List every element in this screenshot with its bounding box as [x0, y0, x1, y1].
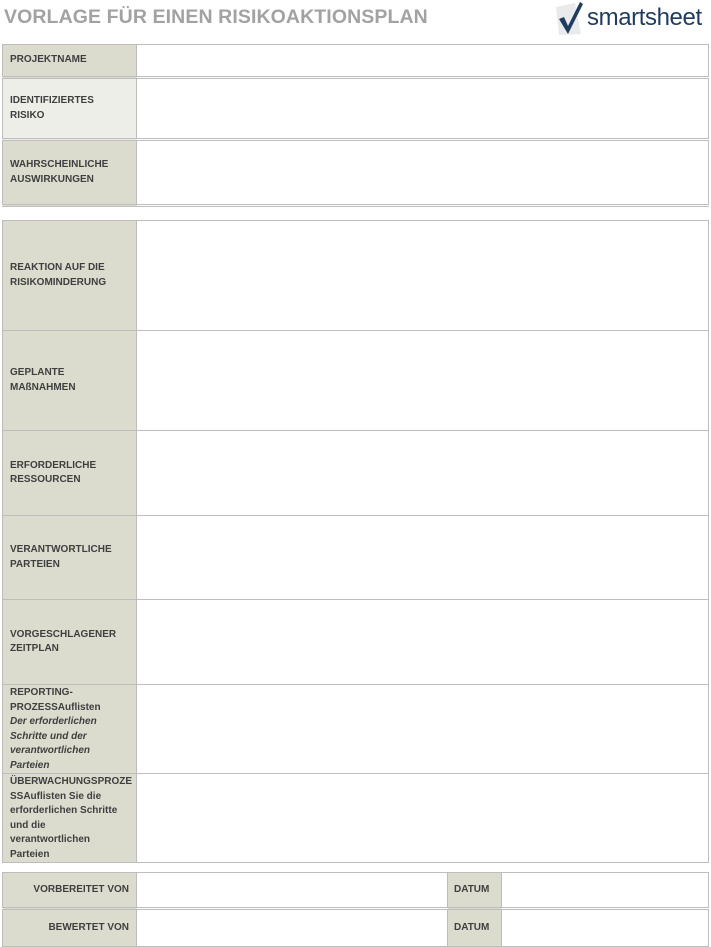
smartsheet-logo — [553, 1, 711, 37]
prepared-by-field[interactable] — [137, 873, 448, 909]
table-row — [3, 45, 709, 78]
reporting-process-field[interactable] — [137, 685, 709, 774]
signoff-table — [2, 872, 709, 947]
table-row — [3, 331, 709, 431]
project-info-table — [2, 44, 709, 207]
planned-actions-field[interactable] — [137, 331, 709, 431]
planned-actions-label: GEPLANTE MAßNAHMEN — [3, 331, 137, 431]
checkmark-logo-icon — [553, 1, 587, 37]
table-row — [3, 221, 709, 331]
monitoring-process-label: ÜBERWACHUNGSPROZE SSAuflisten Sie die erforderlichen Schritte und die verantwortlichen Parteien — [3, 774, 137, 863]
prepared-by-label: VORBEREITET VON — [3, 873, 137, 909]
prepared-date-label: DATUM — [448, 873, 502, 909]
mitigation-response-label: REAKTION AUF DIE RISIKOMINDERUNG — [3, 221, 137, 331]
logo-wordmark: smartsheet — [587, 4, 702, 31]
responsible-parties-label: VERANTWORTLICHE PARTEIEN — [3, 516, 137, 600]
table-row — [3, 909, 709, 947]
table-row — [3, 516, 709, 600]
table-row — [3, 600, 709, 685]
page-title: VORLAGE FÜR EINEN RISIKOAKTIONSPLAN — [4, 6, 428, 28]
responsible-parties-field[interactable] — [137, 516, 709, 600]
project-name-field[interactable] — [137, 45, 709, 78]
table-row — [3, 431, 709, 516]
proposed-schedule-label: VORGESCHLAGENER ZEITPLAN — [3, 600, 137, 685]
identified-risk-field[interactable] — [137, 78, 709, 140]
identified-risk-label: IDENTIFIZIERTES RISIKO — [3, 78, 137, 140]
table-row — [3, 685, 709, 774]
reporting-process-label: REPORTING- PROZESSAuflisten Der erforderlichen Schritte und der verantwortlichen Parteien — [3, 685, 137, 774]
table-row — [3, 873, 709, 909]
proposed-schedule-field[interactable] — [137, 600, 709, 685]
table-row — [3, 78, 709, 140]
monitoring-process-field[interactable] — [137, 774, 709, 863]
table-row — [3, 774, 709, 863]
reviewed-date-label: DATUM — [448, 909, 502, 947]
reviewed-by-label: BEWERTET VON — [3, 909, 137, 947]
likely-impact-field[interactable] — [137, 140, 709, 206]
mitigation-response-field[interactable] — [137, 221, 709, 331]
reviewed-date-field[interactable] — [502, 909, 709, 947]
reviewed-by-field[interactable] — [137, 909, 448, 947]
required-resources-field[interactable] — [137, 431, 709, 516]
required-resources-label: ERFORDERLICHE RESSOURCEN — [3, 431, 137, 516]
table-row — [3, 140, 709, 206]
project-name-label: PROJEKTNAME — [3, 45, 137, 78]
action-plan-table — [2, 220, 709, 863]
likely-impact-label: WAHRSCHEINLICHE AUSWIRKUNGEN — [3, 140, 137, 206]
prepared-date-field[interactable] — [502, 873, 709, 909]
